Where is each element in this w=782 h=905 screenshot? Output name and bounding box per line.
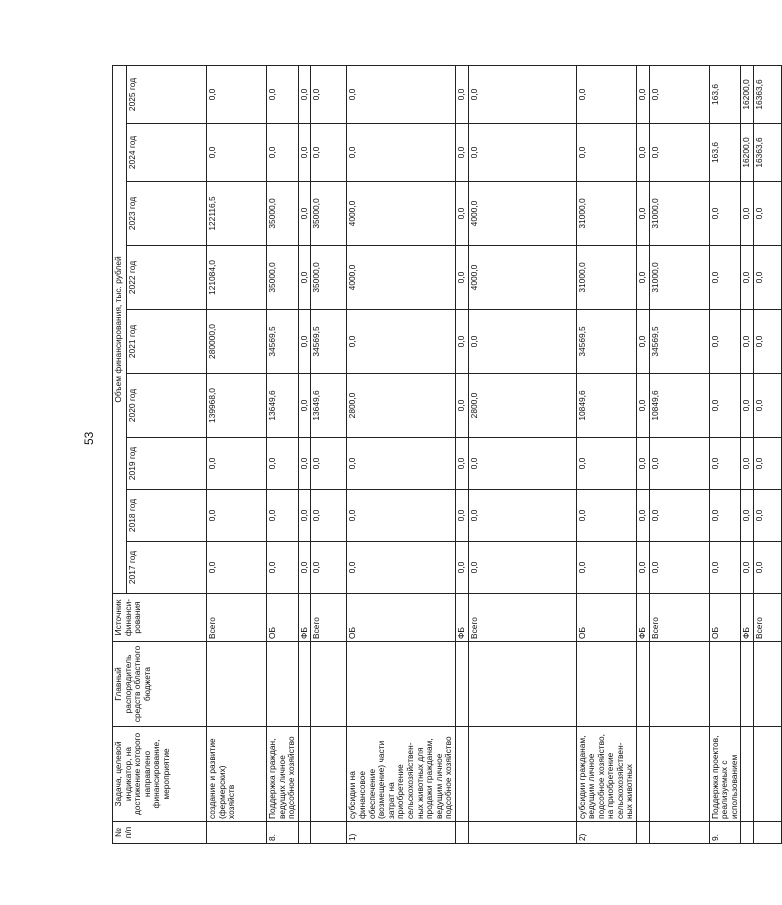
row-value: 0,0	[207, 124, 267, 182]
page-number: 53	[82, 431, 96, 445]
row-manager	[741, 642, 754, 727]
header-num: № п/п	[113, 822, 207, 844]
row-value: 0,0	[576, 65, 637, 123]
row-value: 0,0	[709, 438, 741, 490]
row-value: 0,0	[298, 310, 311, 374]
row-value: 0,0	[347, 310, 456, 374]
row-source: ОБ	[576, 594, 637, 642]
header-year: 2023 год	[127, 182, 207, 246]
table-row	[709, 65, 741, 843]
row-source: ФБ	[741, 594, 754, 642]
row-num: 9.	[709, 822, 741, 844]
row-value: 31000,0	[649, 182, 709, 246]
row-value: 0,0	[298, 124, 311, 182]
row-value: 0,0	[576, 124, 637, 182]
row-task: Поддержка проектов, реализуемых с использованием	[709, 727, 741, 822]
row-value: 0,0	[298, 542, 311, 594]
row-manager	[576, 642, 637, 727]
table-row	[207, 65, 267, 843]
header-year: 2019 год	[127, 438, 207, 490]
row-task	[754, 727, 782, 822]
table-row	[347, 65, 456, 843]
row-value: 0,0	[455, 310, 468, 374]
row-value: 16363,6	[754, 124, 782, 182]
row-value: 0,0	[455, 438, 468, 490]
row-task: субсидии гражданам, ведущим личное подсобное хозяйство, на приобретение сельскохозяйствен-ных животных	[576, 727, 637, 822]
table-row	[637, 65, 650, 843]
row-num	[298, 822, 311, 844]
row-value: 0,0	[468, 65, 576, 123]
row-manager	[754, 642, 782, 727]
row-value: 0,0	[347, 124, 456, 182]
row-value: 0,0	[207, 542, 267, 594]
row-value: 0,0	[455, 182, 468, 246]
header-year: 2022 год	[127, 246, 207, 310]
row-source: Всего	[754, 594, 782, 642]
row-value: 16363,6	[754, 65, 782, 123]
row-value: 35000,0	[311, 246, 347, 310]
table-row	[576, 65, 637, 843]
row-value: 31000,0	[576, 182, 637, 246]
row-source: Всего	[311, 594, 347, 642]
row-task: субсидии на финансовое обеспечение (возмещение) части затрат на приобретение сельскохозяйствен-ных животных для продажи гражданам, ведущим личное подсобное хозяйство	[347, 727, 456, 822]
row-num: 1)	[347, 822, 456, 844]
row-source: Всего	[649, 594, 709, 642]
row-value: 0,0	[468, 438, 576, 490]
row-value: 0,0	[298, 490, 311, 542]
row-value: 31000,0	[649, 246, 709, 310]
financing-table	[112, 65, 782, 844]
row-manager	[347, 642, 456, 727]
row-value: 0,0	[741, 490, 754, 542]
row-value: 0,0	[649, 490, 709, 542]
header-year: 2025 год	[127, 65, 207, 123]
table-row	[455, 65, 468, 843]
table-row	[468, 65, 576, 843]
row-value: 0,0	[709, 310, 741, 374]
row-value: 0,0	[207, 490, 267, 542]
row-task	[468, 727, 576, 822]
row-source: ОБ	[347, 594, 456, 642]
row-value: 34569,5	[311, 310, 347, 374]
row-value: 280000,0	[207, 310, 267, 374]
header-year: 2020 год	[127, 374, 207, 438]
row-value: 0,0	[455, 124, 468, 182]
row-value: 10849,6	[649, 374, 709, 438]
row-value: 0,0	[637, 374, 650, 438]
row-value: 0,0	[347, 65, 456, 123]
row-value: 34569,5	[267, 310, 299, 374]
table-row	[267, 65, 299, 843]
row-value: 0,0	[298, 438, 311, 490]
table-row	[649, 65, 709, 843]
row-value: 31000,0	[576, 246, 637, 310]
table-body	[207, 65, 782, 843]
row-value: 0,0	[649, 542, 709, 594]
row-value: 0,0	[741, 374, 754, 438]
row-value: 0,0	[649, 124, 709, 182]
row-value: 34569,5	[576, 310, 637, 374]
row-value: 0,0	[741, 310, 754, 374]
header-year: 2018 год	[127, 490, 207, 542]
header-manager: Главный распорядитель средств областного бюджета	[113, 642, 207, 727]
row-value: 35000,0	[267, 182, 299, 246]
row-value: 34569,5	[649, 310, 709, 374]
header-source: Источник финанси-рования	[113, 594, 207, 642]
row-value: 0,0	[298, 374, 311, 438]
row-value: 13649,6	[267, 374, 299, 438]
row-value: 16200,0	[741, 65, 754, 123]
row-value: 0,0	[455, 65, 468, 123]
row-task	[311, 727, 347, 822]
row-value: 0,0	[754, 438, 782, 490]
row-value: 0,0	[754, 490, 782, 542]
row-manager	[637, 642, 650, 727]
row-value: 0,0	[267, 65, 299, 123]
row-num: 2)	[576, 822, 637, 844]
row-value: 0,0	[298, 246, 311, 310]
row-value: 0,0	[754, 310, 782, 374]
row-manager	[649, 642, 709, 727]
row-value: 0,0	[298, 182, 311, 246]
row-task: Поддержка граждан, ведущих личное подсобное хозяйство	[267, 727, 299, 822]
row-value: 163,6	[709, 124, 741, 182]
row-value: 163,6	[709, 65, 741, 123]
row-num	[637, 822, 650, 844]
row-value: 0,0	[637, 65, 650, 123]
header-year: 2021 год	[127, 310, 207, 374]
row-value: 0,0	[455, 246, 468, 310]
row-value: 0,0	[637, 438, 650, 490]
row-task: создание и развитие (фермерских) хозяйств	[207, 727, 267, 822]
row-source: Всего	[207, 594, 267, 642]
row-value: 0,0	[637, 490, 650, 542]
row-value: 0,0	[311, 438, 347, 490]
row-source: ОБ	[709, 594, 741, 642]
row-value: 13649,6	[311, 374, 347, 438]
row-value: 0,0	[347, 438, 456, 490]
row-value: 0,0	[754, 182, 782, 246]
row-value: 0,0	[637, 246, 650, 310]
row-value: 0,0	[637, 542, 650, 594]
row-value: 4000,0	[347, 182, 456, 246]
row-num	[649, 822, 709, 844]
header-task: Задача, целевой индикатор, на достижение которого направлено финансирование, мероприятие	[113, 727, 207, 822]
row-value: 0,0	[311, 542, 347, 594]
row-value: 4000,0	[347, 246, 456, 310]
row-value: 0,0	[709, 182, 741, 246]
row-value: 0,0	[741, 246, 754, 310]
row-num	[207, 822, 267, 844]
row-value: 0,0	[347, 490, 456, 542]
row-value: 0,0	[207, 438, 267, 490]
row-source: ФБ	[298, 594, 311, 642]
row-value: 10849,6	[576, 374, 637, 438]
header-year: 2017 год	[127, 542, 207, 594]
row-value: 0,0	[347, 542, 456, 594]
row-value: 0,0	[709, 542, 741, 594]
row-value: 0,0	[311, 490, 347, 542]
row-manager	[455, 642, 468, 727]
row-value: 0,0	[267, 124, 299, 182]
row-value: 0,0	[741, 542, 754, 594]
row-task	[455, 727, 468, 822]
row-value: 0,0	[468, 310, 576, 374]
row-value: 0,0	[649, 65, 709, 123]
row-task	[637, 727, 650, 822]
row-task	[298, 727, 311, 822]
row-value: 139968,0	[207, 374, 267, 438]
row-value: 0,0	[468, 542, 576, 594]
row-value: 0,0	[649, 438, 709, 490]
row-task	[649, 727, 709, 822]
row-value: 35000,0	[267, 246, 299, 310]
row-num	[455, 822, 468, 844]
row-value: 0,0	[637, 124, 650, 182]
table-row	[754, 65, 782, 843]
row-value: 0,0	[455, 542, 468, 594]
row-value: 0,0	[709, 374, 741, 438]
row-num: 8.	[267, 822, 299, 844]
row-value: 0,0	[576, 490, 637, 542]
row-value: 2800,0	[347, 374, 456, 438]
row-value: 0,0	[754, 246, 782, 310]
row-value: 0,0	[754, 542, 782, 594]
table-row	[311, 65, 347, 843]
row-value: 0,0	[267, 542, 299, 594]
row-value: 0,0	[709, 490, 741, 542]
row-num	[311, 822, 347, 844]
row-value: 121084,0	[207, 246, 267, 310]
row-value: 0,0	[637, 310, 650, 374]
row-value: 0,0	[468, 490, 576, 542]
row-manager	[468, 642, 576, 727]
row-manager	[267, 642, 299, 727]
rotated-table-container	[112, 66, 765, 844]
row-value: 0,0	[637, 182, 650, 246]
table-row	[741, 65, 754, 843]
row-value: 0,0	[754, 374, 782, 438]
row-manager	[298, 642, 311, 727]
row-value: 0,0	[455, 490, 468, 542]
row-value: 0,0	[741, 438, 754, 490]
row-value: 0,0	[267, 438, 299, 490]
row-source: ОБ	[267, 594, 299, 642]
row-source: ФБ	[637, 594, 650, 642]
row-value: 0,0	[298, 65, 311, 123]
row-num	[468, 822, 576, 844]
row-value: 0,0	[576, 542, 637, 594]
row-value: 4000,0	[468, 182, 576, 246]
row-value: 0,0	[207, 65, 267, 123]
table-row	[298, 65, 311, 843]
row-value: 122116,5	[207, 182, 267, 246]
row-value: 35000,0	[311, 182, 347, 246]
row-value: 2800,0	[468, 374, 576, 438]
row-value: 0,0	[576, 438, 637, 490]
row-value: 0,0	[267, 490, 299, 542]
row-value: 16200,0	[741, 124, 754, 182]
row-value: 0,0	[468, 124, 576, 182]
row-value: 0,0	[311, 124, 347, 182]
row-task	[741, 727, 754, 822]
row-num	[741, 822, 754, 844]
row-value: 0,0	[741, 182, 754, 246]
row-value: 0,0	[455, 374, 468, 438]
row-manager	[709, 642, 741, 727]
row-value: 0,0	[311, 65, 347, 123]
row-source: Всего	[468, 594, 576, 642]
header-year: 2024 год	[127, 124, 207, 182]
header-volume: Объем финансирования, тыс. рублей	[113, 65, 127, 593]
row-value: 0,0	[709, 246, 741, 310]
row-num	[754, 822, 782, 844]
row-value: 4000,0	[468, 246, 576, 310]
row-source: ФБ	[455, 594, 468, 642]
row-manager	[311, 642, 347, 727]
row-manager	[207, 642, 267, 727]
